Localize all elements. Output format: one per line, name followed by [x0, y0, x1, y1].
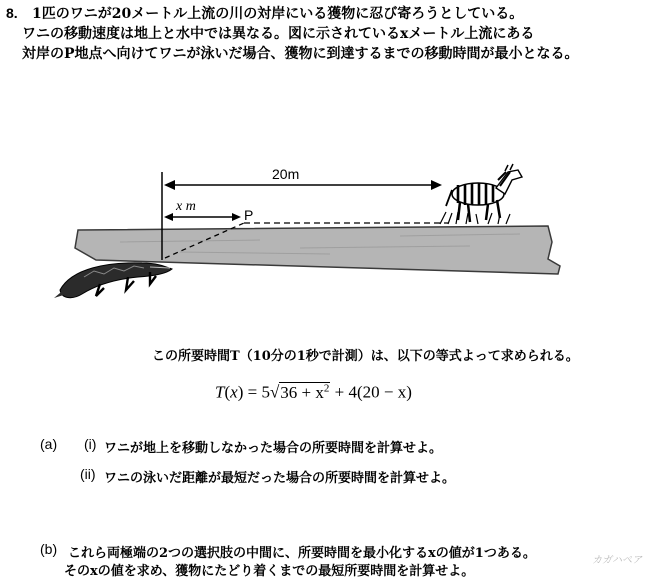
formula-paren-open: (	[224, 382, 231, 402]
arrowhead-right-icon	[431, 180, 442, 190]
formula-lhs: T	[215, 382, 225, 402]
formula-text-b: + 4(20 − x)	[334, 382, 412, 402]
time-formula	[215, 382, 412, 403]
formula-paren-close: )	[237, 382, 244, 402]
part-a-ii-text: ワニの泳いだ距離が最短だった場合の所要時間を計算せよ。	[104, 471, 456, 486]
x-label: x m	[176, 199, 196, 214]
formula-var: x	[230, 382, 238, 402]
arrowhead-left-icon	[164, 180, 175, 190]
part-a-ii-label: (ii)	[80, 466, 96, 482]
credit-watermark: カガハペア	[592, 555, 642, 566]
distance-label: 20m	[272, 166, 300, 182]
zebra-icon	[440, 164, 522, 224]
part-a-label: (a)	[40, 436, 58, 452]
sqrt-icon: √	[269, 382, 280, 402]
formula-radicand-text: 36 + x	[280, 382, 324, 402]
formula-radicand	[279, 382, 330, 402]
formula-exponent: 2	[323, 382, 330, 394]
arrowhead-x-right-icon	[232, 213, 241, 221]
formula-text-a: = 5	[247, 382, 270, 402]
question-number: 8.	[6, 5, 18, 21]
point-p-label: P	[244, 207, 254, 223]
part-b-label: (b)	[40, 541, 58, 557]
part-b-line-1: これら両極端の2つの選択肢の中間に、所要時間を最小化するxの値が1つある。	[68, 546, 536, 561]
crocodile-icon	[54, 263, 172, 298]
part-a-i-label: (i)	[84, 436, 97, 452]
arrowhead-x-left-icon	[164, 213, 173, 221]
question-line-3: 対岸のP地点へ向けてワニが泳いだ場合、獲物に到達するまでの移動時間が最小となる。	[22, 46, 579, 62]
part-b-line-2: そのxの値を求め、獲物にたどり着くまでの最短所要時間を計算せよ。	[64, 564, 475, 579]
intro-text: この所要時間T（10分の1秒で計測）は、以下の等式よって求められる。	[152, 349, 579, 364]
part-a-i-text: ワニが地上を移動しなかった場合の所要時間を計算せよ。	[104, 441, 443, 456]
question-line-2: ワニの移動速度は地上と水中では異なる。図に示されているxメートル上流にある	[22, 26, 535, 42]
river-diagram	[0, 150, 650, 310]
question-line-1: 1匹のワニが20メートル上流の川の対岸にいる獲物に忍び寄ろうとしている。	[32, 6, 524, 22]
